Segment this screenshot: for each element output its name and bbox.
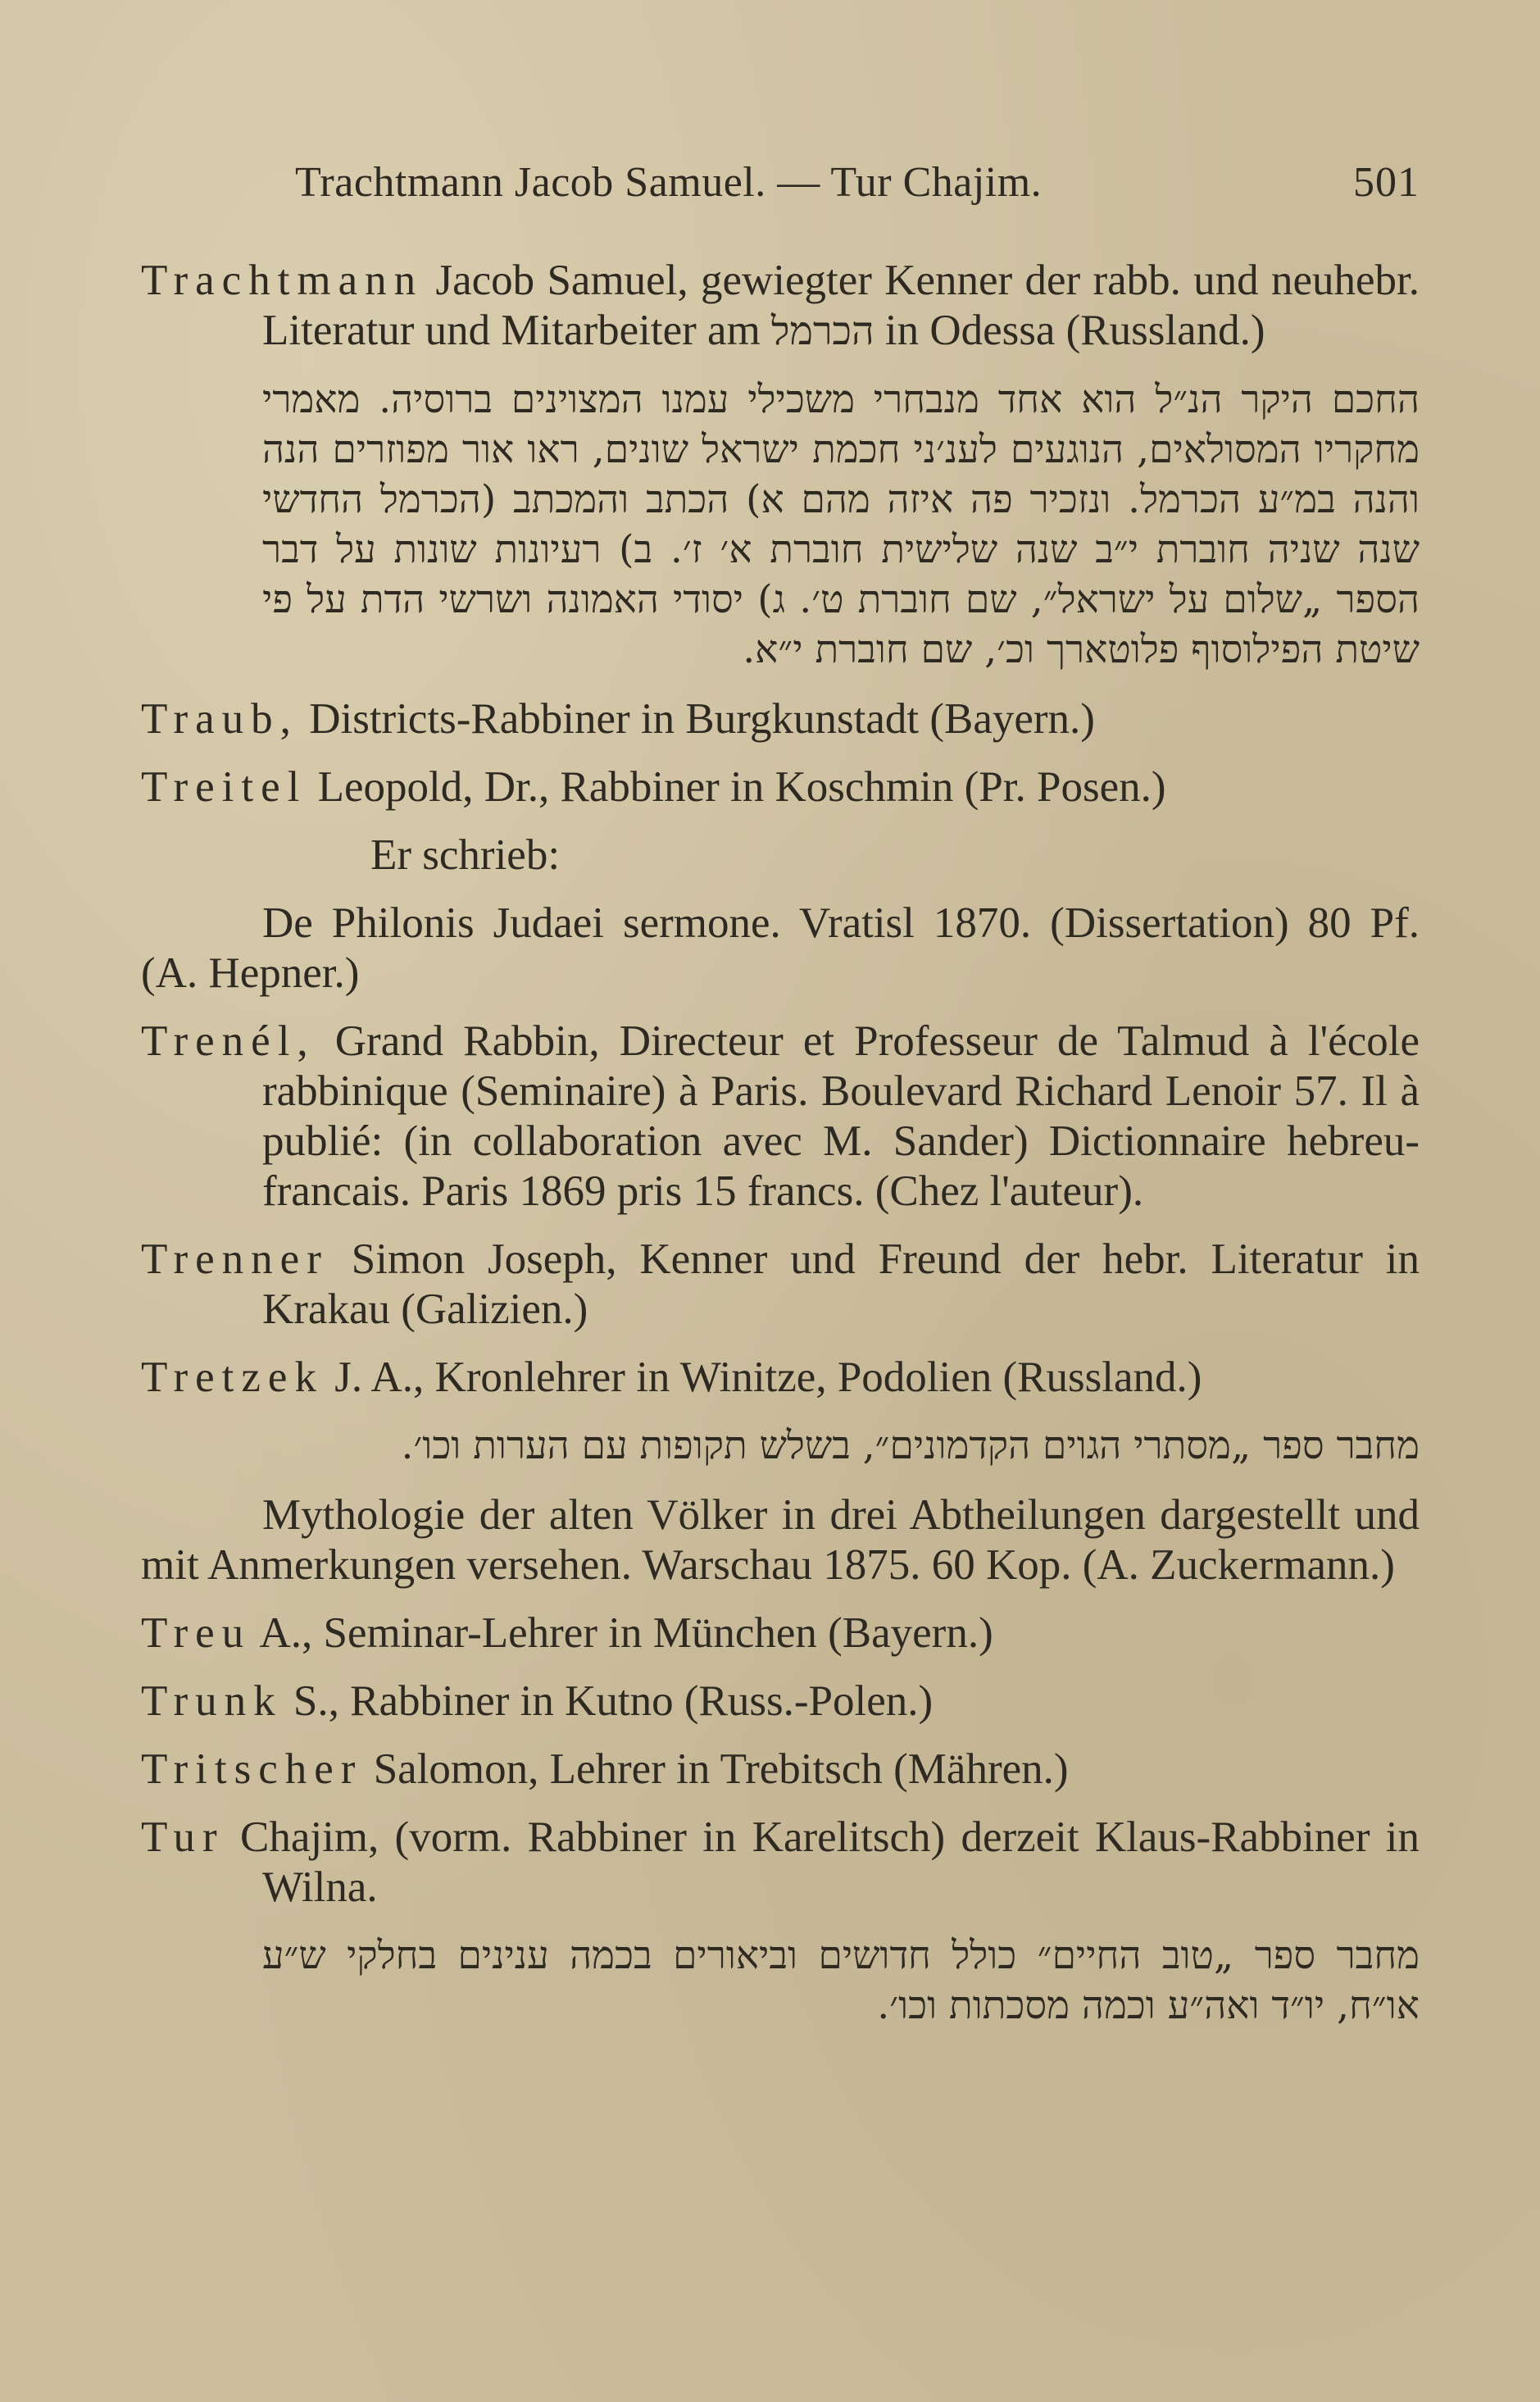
entry-text: J. A., Kronlehrer in Winitze, Podolien (Russland.)	[334, 1353, 1202, 1401]
entry-text: Grand Rabbin, Directeur et Professeur de Talmud à l'école rabbinique (Seminaire) à Paris. Boulevard Richard Lenoir 57. Il à publié: (in collaboration avec M. Sander) Dictionnaire hebreu-francais. Paris 1869 pris 15 francs. (Chez l'auteur).	[262, 1017, 1420, 1215]
running-head	[295, 156, 1420, 210]
entry-name: Tretzek	[141, 1353, 324, 1401]
entry-text: S., Rabbiner in Kutno (Russ.-Polen.)	[293, 1677, 934, 1725]
entry-text-after: in Odessa (Russland.)	[884, 307, 1265, 354]
entry-traub	[141, 694, 1420, 744]
entry-name: Trunk	[141, 1677, 283, 1725]
entry-trunk	[141, 1676, 1420, 1726]
er-schrieb-line: Er schrieb:	[370, 831, 561, 879]
entry-text: Salomon, Lehrer in Trebitsch (Mähren.)	[373, 1745, 1069, 1793]
entry-name: Trenner	[141, 1235, 329, 1283]
document-page	[141, 156, 1420, 2369]
hebrew-paragraph-tur: מחבר ספר „טוב החיים״ כולל חדושים וביאורים בכמה ענינים בחלקי ש״ע או״ח, יו״ד ואה״ע וכמה מסכתות וכו׳.	[262, 1933, 1420, 2028]
hebrew-inline-term: הכרמל	[771, 308, 874, 354]
entry-trenel	[141, 1017, 1420, 1217]
page-number: 501	[1353, 159, 1420, 206]
entry-name: Tritscher	[141, 1745, 363, 1793]
entry-trachtmann	[141, 256, 1420, 357]
entry-name: Traub,	[141, 695, 298, 743]
entry-name: Trachtmann	[141, 257, 424, 304]
entry-name: Treu	[141, 1609, 252, 1657]
entry-name: Trenél,	[141, 1017, 316, 1065]
entry-treitel	[141, 762, 1420, 812]
entry-name: Treitel	[141, 763, 307, 811]
hebrew-paragraph-tretzek: מחבר ספר „מסתרי הגוים הקדמונים״, בשלש תקופות עם הערות וכו׳.	[401, 1423, 1420, 1468]
entry-text: Districts-Rabbiner in Burgkunstadt (Bayern.)	[309, 695, 1095, 743]
running-head-title: Trachtmann Jacob Samuel. — Tur Chajim.	[295, 159, 1043, 206]
entry-tur	[141, 1813, 1420, 1913]
entry-trenner	[141, 1235, 1420, 1335]
entry-name: Tur	[141, 1813, 225, 1861]
hebrew-paragraph-trachtmann: החכם היקר הנ״ל הוא אחד מנבחרי משכילי עמנו המצוינים ברוסיה. מאמרי מחקריו המסולאים, הנוגעים לענ׳ני חכמת ישראל שונים, ראו אור מפוזרים הנה והנה במ״ע הכרמל. ונזכיר פה איזה מהם א) הכתב והמכתב (הכרמל החדשי שנה שניה חוברת י״ב שנה שלישית חוברת א׳ ז׳. ב) רעיונות שונות על דבר הספר „שלום על ישראל״, שם חוברת ט׳. ג) יסודי האמונה ושרשי הדת על פי שיטת הפילוסוף פלוטארך וכ׳, שם חוברת י״א.	[262, 377, 1420, 672]
entry-tritscher	[141, 1745, 1420, 1795]
entry-text: Chajim, (vorm. Rabbiner in Karelitsch) derzeit Klaus-Rabbiner in Wilna.	[239, 1813, 1420, 1911]
entry-text: Leopold, Dr., Rabbiner in Koschmin (Pr. Posen.)	[317, 763, 1166, 811]
entry-tretzek	[141, 1353, 1420, 1403]
work-tretzek: Mythologie der alten Völker in drei Abtheilungen dargestellt und mit Anmerkungen versehen. Warschau 1875. 60 Kop. (A. Zuckermann.)	[141, 1491, 1420, 1589]
entry-text: Simon Joseph, Kenner und Freund der hebr. Literatur in Krakau (Galizien.)	[262, 1235, 1420, 1333]
work-treitel: De Philonis Judaei sermone. Vratisl 1870. (Dissertation) 80 Pf. (A. Hepner.)	[141, 899, 1420, 997]
entry-text: A., Seminar-Lehrer in München (Bayern.)	[259, 1609, 993, 1657]
entry-text: Jacob Samuel, gewiegter Kenner der rabb. und neuhebr. Literatur und Mitarbeiter am	[262, 257, 1420, 354]
entry-treu	[141, 1608, 1420, 1658]
